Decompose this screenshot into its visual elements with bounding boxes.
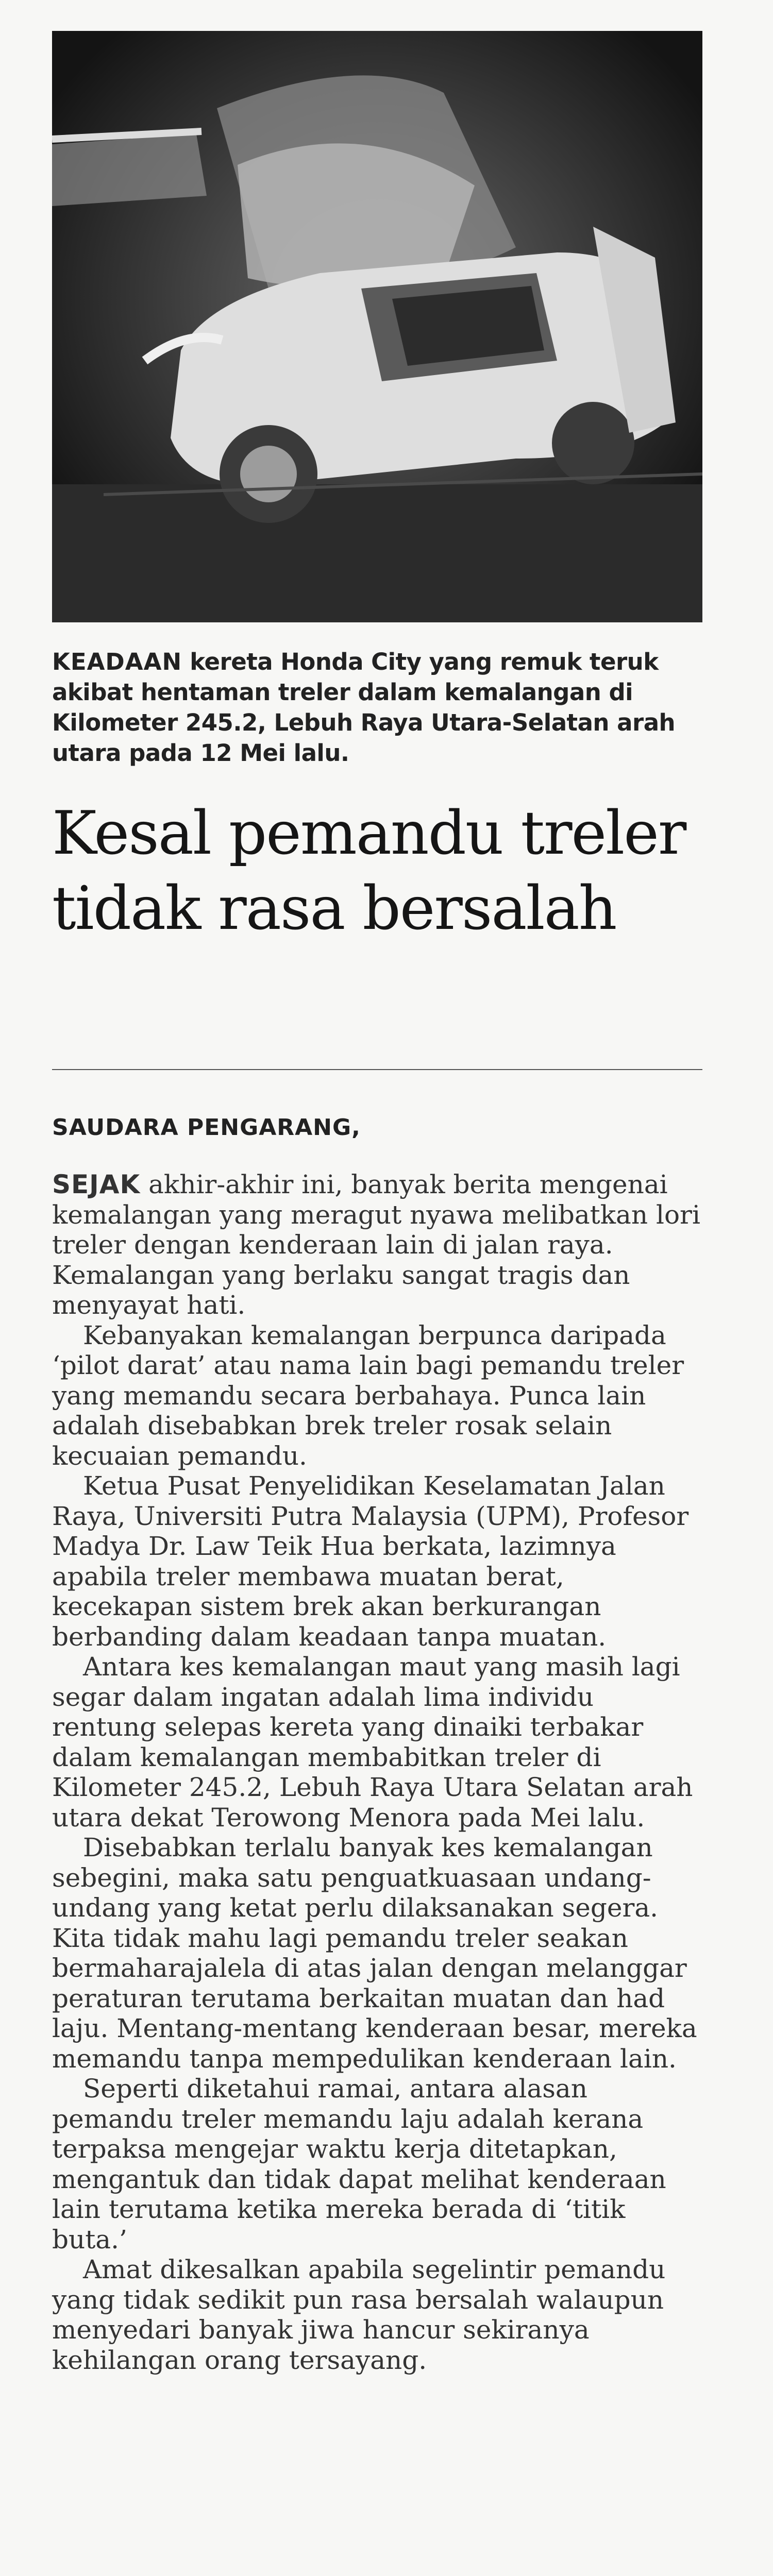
article-paragraph: Ketua Pusat Penyelidikan Keselamatan Jalan Raya, Universiti Putra Malaysia (UPM), Profesor Madya Dr. Law Teik Hua berkata, lazimnya apabila treler membawa muatan berat, kecekapan sistem brek akan berkurangan berbanding dalam keadaan tanpa muatan. — [52, 1471, 689, 1652]
divider — [52, 1069, 702, 1070]
salutation: SAUDARA PENGARANG, — [52, 1114, 361, 1141]
caption-text: kereta Honda City yang remuk teruk akibat hentaman treler dalam kemalangan di Kilometer 245.2, Lebuh Raya Utara-Selatan arah utara pada 12 Mei lalu. — [52, 648, 676, 767]
article-paragraph: Kebanyakan kemalangan berpunca daripada ‘pilot darat’ atau nama lain bagi pemandu treler yang memandu secara berbahaya. Punca lain adalah disebabkan brek treler rosak selain kecuaian pemandu. — [52, 1320, 684, 1471]
headline: Kesal pemandu treler tidak rasa bersalah — [52, 799, 686, 943]
caption-lead: KEADAAN — [52, 648, 182, 675]
article-kicker: SEJAK — [52, 1170, 141, 1199]
article-paragraph: Antara kes kemalangan maut yang masih lagi segar dalam ingatan adalah lima individu rentung selepas kereta yang dinaiki terbakar dalam kemalangan membabitkan treler di Kilometer 245.2, Lebuh Raya Utara Selatan arah utara dekat Terowong Menora pada Mei lalu. — [52, 1652, 693, 1833]
article-paragraph: Seperti diketahui ramai, antara alasan pemandu treler memandu laju adalah kerana terpaksa mengejar waktu kerja ditetapkan, mengantuk dan tidak dapat melihat kenderaan lain terutama ketika mereka berada di ‘titik buta.’ — [52, 2074, 666, 2255]
article-paragraph: Disebabkan terlalu banyak kes kemalangan sebegini, maka satu penguatkuasaan undang-undang yang ketat perlu dilaksanakan segera. Kita tidak mahu lagi pemandu treler seakan bermaharajalela di atas jalan dengan melanggar peraturan terutama berkaitan muatan dan had laju. Mentang-mentang kenderaan besar, mereka memandu tanpa mempedulikan kenderaan lain. — [52, 1833, 697, 2074]
article-paragraph: Amat dikesalkan apabila segelintir pemandu yang tidak sedikit pun rasa bersalah walaupun menyedari banyak jiwa hancur sekiranya kehilangan orang tersayang. — [52, 2255, 666, 2375]
photo-caption — [52, 647, 702, 768]
article-body — [52, 1170, 702, 2375]
article-paragraph: SEJAK akhir-akhir ini, banyak berita mengenai kemalangan yang meragut nyawa melibatkan lori treler dengan kenderaan lain di jalan raya. Kemalangan yang berlaku sangat tragis dan menyayat hati. — [52, 1170, 700, 1320]
crashed-car-photo-icon — [52, 31, 702, 622]
news-photo — [52, 31, 702, 622]
